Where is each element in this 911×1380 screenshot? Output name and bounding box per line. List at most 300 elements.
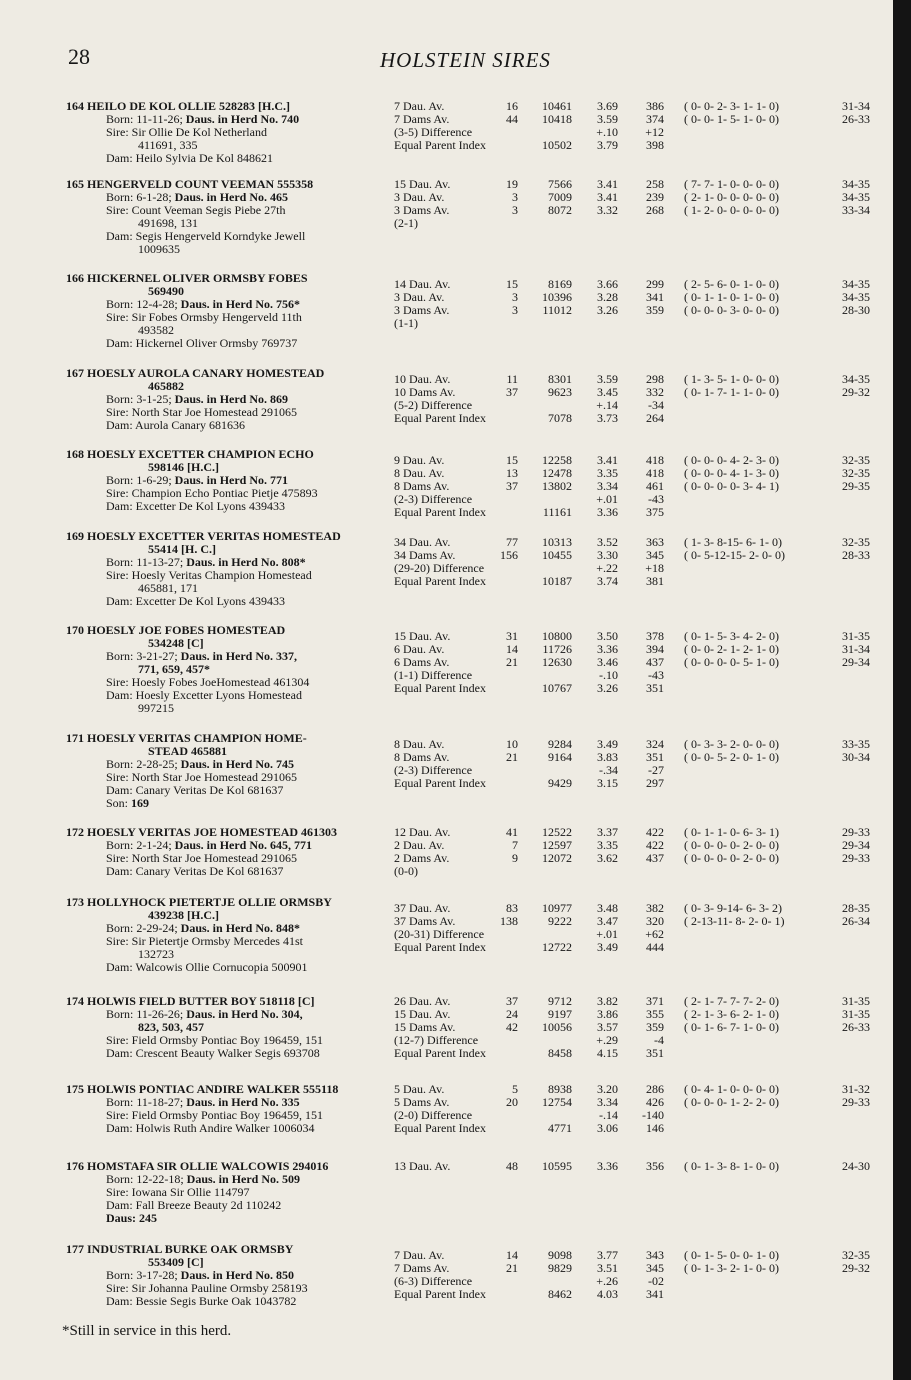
stat-distribution: ( 1- 3- 5- 1- 0- 0- 0)	[684, 372, 779, 386]
stat-label: 6 Dams Av.	[394, 655, 450, 669]
info-label: Dam:	[106, 499, 136, 513]
stat-label: Equal Parent Index	[394, 1121, 486, 1135]
stat-percent: 3.77	[597, 1248, 618, 1262]
stat-label: 6 Dau. Av.	[394, 642, 445, 656]
info-text: Hickernel Oliver Ormsby 769737	[135, 336, 298, 350]
stat-fat: 351	[646, 681, 664, 695]
stat-fat: 320	[646, 914, 664, 928]
stat-label: (20-31) Difference	[394, 927, 485, 941]
stat-milk: 8462	[548, 1287, 572, 1301]
stat-percent: 3.79	[597, 138, 618, 152]
info-bold: Daus. in Herd No. 740	[185, 112, 300, 126]
info-text: 411691, 335	[138, 138, 198, 152]
stat-distribution: ( 0- 0- 2- 1- 2- 1- 0)	[684, 642, 779, 656]
stat-fat: -4	[654, 1033, 664, 1047]
stat-distribution: ( 2- 1- 7- 7- 7- 2- 0)	[684, 994, 779, 1008]
stat-label: Equal Parent Index	[394, 138, 486, 152]
sire-info-line	[106, 569, 312, 582]
info-label: Born:	[106, 757, 137, 771]
info-text: Field Ormsby Pontiac Boy 196459, 151	[131, 1033, 324, 1047]
sire-name: 172 HOESLY VERITAS JOE HOMESTEAD 461303	[66, 825, 338, 839]
stat-milk: 12478	[542, 466, 572, 480]
info-text: 12-22-18;	[136, 1172, 187, 1186]
info-label: Sire:	[106, 568, 132, 582]
info-text: Segis Hengerveld Korndyke Jewell	[135, 229, 306, 243]
stat-count: 14	[506, 1248, 518, 1262]
stat-label: 3 Dams Av.	[394, 303, 450, 317]
stat-count: 11	[506, 372, 518, 386]
stat-count: 77	[506, 535, 518, 549]
stat-percent: +.14	[596, 398, 618, 412]
stat-percent: 3.06	[597, 1121, 618, 1135]
stat-years: 32-35	[842, 535, 870, 549]
stat-label: Equal Parent Index	[394, 940, 486, 954]
info-text: 11-26-26;	[136, 1007, 187, 1021]
stat-percent: 3.50	[597, 629, 618, 643]
info-label: Dam:	[106, 151, 136, 165]
stat-fat: 437	[646, 851, 664, 865]
stat-distribution: ( 0- 3- 9-14- 6- 3- 2)	[684, 901, 782, 915]
stat-percent: 3.83	[597, 750, 618, 764]
stat-label: 7 Dams Av.	[394, 112, 450, 126]
info-text: Champion Echo Pontiac Pietje 475893	[131, 486, 318, 500]
info-label: Sire:	[106, 934, 132, 948]
stat-fat: 356	[646, 1159, 664, 1173]
sire-registry: STEAD 465881	[148, 744, 228, 758]
stat-distribution: ( 0- 1- 5- 0- 0- 1- 0)	[684, 1248, 779, 1262]
stat-distribution: ( 0- 0- 1- 5- 1- 0- 0)	[684, 112, 779, 126]
stat-years: 29-33	[842, 825, 870, 839]
stat-percent: 3.69	[597, 99, 618, 113]
stat-percent: 3.73	[597, 411, 618, 425]
stat-milk: 12630	[542, 655, 572, 669]
info-bold: Daus. in Herd No. 335	[186, 1095, 300, 1109]
sire-name: 164 HEILO DE KOL OLLIE 528283 [H.C.]	[66, 99, 291, 113]
stat-fat: 378	[646, 629, 664, 643]
info-label: Dam:	[106, 783, 136, 797]
stat-label: Equal Parent Index	[394, 411, 486, 425]
info-bold: Daus. in Herd No. 304,	[186, 1007, 303, 1021]
stat-years: 28-35	[842, 901, 870, 915]
stat-label: 26 Dau. Av.	[394, 994, 451, 1008]
stat-label: Equal Parent Index	[394, 574, 486, 588]
sire-registry: 534248 [C]	[148, 636, 204, 650]
stat-percent: -.34	[599, 763, 618, 777]
info-text: 2-29-24;	[136, 921, 181, 935]
stat-milk: 9164	[548, 750, 572, 764]
info-bold: Daus. in Herd No. 745	[180, 757, 295, 771]
info-text: Excetter De Kol Lyons 439433	[135, 594, 285, 608]
stat-label: 15 Dams Av.	[394, 1020, 456, 1034]
stat-milk: 7566	[548, 177, 572, 191]
stat-percent: 3.48	[597, 901, 618, 915]
stat-fat: +62	[645, 927, 664, 941]
sire-name: 166 HICKERNEL OLIVER ORMSBY FOBES	[66, 271, 308, 285]
stat-percent: +.01	[596, 927, 618, 941]
info-text: Holwis Ruth Andire Walker 1006034	[135, 1121, 315, 1135]
stat-milk: 10977	[542, 901, 572, 915]
sire-info-line	[106, 311, 302, 324]
info-text: Hoesly Excetter Lyons Homestead	[135, 688, 302, 702]
info-text: 2-28-25;	[136, 757, 181, 771]
stat-fat: -27	[648, 763, 664, 777]
stat-fat: 343	[646, 1248, 664, 1262]
stat-years: 34-35	[842, 372, 870, 386]
info-text: Aurola Canary 681636	[135, 418, 245, 432]
stat-years: 31-32	[842, 1082, 870, 1096]
stat-distribution: ( 0- 0- 0- 0- 3- 4- 1)	[684, 479, 779, 493]
sire-info-line	[106, 1122, 314, 1135]
stat-fat: 422	[646, 825, 664, 839]
stat-milk: 9712	[548, 994, 572, 1008]
info-label: Dam:	[106, 960, 136, 974]
stat-fat: 345	[646, 1261, 664, 1275]
stat-count: 37	[506, 385, 518, 399]
stat-count: 24	[506, 1007, 518, 1021]
stat-fat: +12	[645, 125, 664, 139]
stat-percent: 3.46	[597, 655, 618, 669]
stat-milk: 12072	[542, 851, 572, 865]
stat-fat: 286	[646, 1082, 664, 1096]
stat-fat: -43	[648, 492, 664, 506]
stat-label: 5 Dau. Av.	[394, 1082, 445, 1096]
sire-info-line	[106, 689, 302, 702]
stat-years: 33-34	[842, 203, 870, 217]
stat-percent: +.10	[596, 125, 618, 139]
stat-label: 8 Dau. Av.	[394, 737, 445, 751]
stat-percent: 3.57	[597, 1020, 618, 1034]
stat-fat: 359	[646, 1020, 664, 1034]
sire-info-line	[106, 1295, 296, 1308]
stat-count: 20	[506, 1095, 518, 1109]
stat-distribution: ( 1- 3- 8-15- 6- 1- 0)	[684, 535, 782, 549]
stat-years: 24-30	[842, 1159, 870, 1173]
stat-label: 12 Dau. Av.	[394, 825, 451, 839]
stat-count: 10	[506, 737, 518, 751]
stat-percent: 3.45	[597, 385, 618, 399]
stat-milk: 7009	[548, 190, 572, 204]
info-text: 3-21-27;	[136, 649, 181, 663]
stat-distribution: ( 2- 1- 3- 6- 2- 1- 0)	[684, 1007, 779, 1021]
stat-fat: 298	[646, 372, 664, 386]
stat-years: 31-35	[842, 629, 870, 643]
info-text: 6-1-28;	[136, 190, 175, 204]
stat-years: 31-34	[842, 99, 870, 113]
stat-fat: 351	[646, 1046, 664, 1060]
stat-distribution: ( 0- 0- 0- 3- 0- 0- 0)	[684, 303, 779, 317]
sire-info-line	[138, 702, 174, 715]
stat-percent: 3.15	[597, 776, 618, 790]
stat-fat: 398	[646, 138, 664, 152]
sire-info-line	[106, 230, 305, 243]
stat-milk: 12722	[542, 940, 572, 954]
info-label: Dam:	[106, 594, 136, 608]
stat-label: 7 Dau. Av.	[394, 99, 445, 113]
stat-years: 30-34	[842, 750, 870, 764]
stat-label: 3 Dau. Av.	[394, 190, 445, 204]
stat-percent: 3.82	[597, 994, 618, 1008]
sire-info-line	[106, 337, 297, 350]
info-bold: Daus. in Herd No. 808*	[186, 555, 306, 569]
stat-milk: 10455	[542, 548, 572, 562]
stat-fat: 332	[646, 385, 664, 399]
stat-fat: 299	[646, 277, 664, 291]
stat-distribution: ( 0- 1- 1- 0- 1- 0- 0)	[684, 290, 779, 304]
stat-distribution: ( 0- 1- 3- 8- 1- 0- 0)	[684, 1159, 779, 1173]
stat-years: 26-33	[842, 1020, 870, 1034]
stat-count: 13	[506, 466, 518, 480]
info-label: Sire:	[106, 405, 132, 419]
stat-label: 10 Dau. Av.	[394, 372, 451, 386]
stat-percent: 3.41	[597, 453, 618, 467]
info-text: Hoesly Veritas Champion Homestead	[131, 568, 312, 582]
stat-label: (12-7) Difference	[394, 1033, 479, 1047]
info-label: Born:	[106, 921, 137, 935]
sire-info-line	[106, 1008, 303, 1021]
stat-fat: 258	[646, 177, 664, 191]
stat-count: 21	[506, 1261, 518, 1275]
stat-milk: 8072	[548, 203, 572, 217]
info-bold: 169	[131, 796, 150, 810]
stat-label: (1-1) Difference	[394, 668, 473, 682]
info-label: Born:	[106, 838, 137, 852]
info-label: Sire:	[106, 851, 132, 865]
stat-years: 32-35	[842, 453, 870, 467]
info-label: Dam:	[106, 1121, 136, 1135]
stat-fat: -02	[648, 1274, 664, 1288]
stat-years: 29-32	[842, 385, 870, 399]
info-bold: 771, 659, 457*	[138, 662, 210, 676]
stat-distribution: ( 2-13-11- 8- 2- 0- 1)	[684, 914, 785, 928]
stat-label: 3 Dau. Av.	[394, 290, 445, 304]
stat-label: 3 Dams Av.	[394, 203, 450, 217]
stat-distribution: ( 0- 0- 0- 0- 2- 0- 0)	[684, 851, 779, 865]
stat-label: (0-0)	[394, 864, 418, 878]
stat-label: 7 Dau. Av.	[394, 1248, 445, 1262]
stat-count: 31	[506, 629, 518, 643]
stat-fat: 324	[646, 737, 664, 751]
info-label: Born:	[106, 473, 137, 487]
info-bold: Daus. in Herd No. 509	[186, 1172, 301, 1186]
info-label: Sire:	[106, 770, 132, 784]
info-text: 3-1-25;	[136, 392, 175, 406]
info-label: Sire:	[106, 125, 132, 139]
stat-milk: 9284	[548, 737, 572, 751]
stat-distribution: ( 0- 0- 0- 1- 2- 2- 0)	[684, 1095, 779, 1109]
stat-percent: 3.20	[597, 1082, 618, 1096]
stat-years: 29-34	[842, 838, 870, 852]
stat-percent: -.14	[599, 1108, 618, 1122]
stat-years: 29-34	[842, 655, 870, 669]
info-text: Iowana Sir Ollie 114797	[131, 1185, 250, 1199]
info-label: Born:	[106, 649, 137, 663]
stat-distribution: ( 2- 1- 0- 0- 0- 0- 0)	[684, 190, 779, 204]
stat-percent: 3.86	[597, 1007, 618, 1021]
stat-label: 37 Dams Av.	[394, 914, 456, 928]
stat-milk: 10418	[542, 112, 572, 126]
sire-registry: 569490	[148, 284, 184, 298]
info-label: Dam:	[106, 1198, 136, 1212]
stat-label: 2 Dau. Av.	[394, 838, 445, 852]
stat-label: (2-3) Difference	[394, 763, 473, 777]
stat-percent: 3.34	[597, 1095, 618, 1109]
stat-label: Equal Parent Index	[394, 776, 486, 790]
stat-fat: 418	[646, 466, 664, 480]
stat-years: 34-35	[842, 177, 870, 191]
info-text: Hoesly Fobes JoeHomestead 461304	[131, 675, 310, 689]
info-label: Dam:	[106, 864, 136, 878]
stat-milk: 12597	[542, 838, 572, 852]
stat-milk: 10056	[542, 1020, 572, 1034]
stat-years: 28-33	[842, 548, 870, 562]
stat-fat: 375	[646, 505, 664, 519]
stat-count: 44	[506, 112, 518, 126]
stat-label: Equal Parent Index	[394, 505, 486, 519]
sire-info-line	[106, 865, 283, 878]
stat-milk: 11726	[542, 642, 572, 656]
stat-fat: 461	[646, 479, 664, 493]
stat-percent: 3.41	[597, 177, 618, 191]
info-text: 12-4-28;	[136, 297, 181, 311]
info-label: Sire:	[106, 1033, 132, 1047]
stat-distribution: ( 0- 1- 1- 0- 6- 3- 1)	[684, 825, 779, 839]
sire-name: 177 INDUSTRIAL BURKE OAK ORMSBY	[66, 1242, 294, 1256]
stat-label: (2-1)	[394, 216, 418, 230]
stat-percent: 3.26	[597, 681, 618, 695]
stat-milk: 8938	[548, 1082, 572, 1096]
sire-registry: 598146 [H.C.]	[148, 460, 219, 474]
stat-years: 29-35	[842, 479, 870, 493]
stat-label: Equal Parent Index	[394, 1046, 486, 1060]
info-text: North Star Joe Homestead 291065	[131, 770, 297, 784]
info-label: Born:	[106, 1172, 137, 1186]
info-label: Born:	[106, 112, 137, 126]
stat-count: 19	[506, 177, 518, 191]
sire-name: 168 HOESLY EXCETTER CHAMPION ECHO	[66, 447, 314, 461]
stat-percent: 3.62	[597, 851, 618, 865]
info-label: Born:	[106, 392, 137, 406]
stat-years: 26-34	[842, 914, 870, 928]
stat-distribution: ( 0- 0- 0- 4- 2- 3- 0)	[684, 453, 779, 467]
stat-count: 3	[512, 203, 518, 217]
info-text: Canary Veritas De Kol 681637	[135, 783, 284, 797]
stat-fat: 363	[646, 535, 664, 549]
stat-fat: -34	[648, 398, 664, 412]
stat-percent: +.26	[596, 1274, 618, 1288]
stat-label: (29-20) Difference	[394, 561, 485, 575]
stat-years: 29-33	[842, 851, 870, 865]
stat-milk: 10502	[542, 138, 572, 152]
stat-distribution: ( 0- 1- 3- 2- 1- 0- 0)	[684, 1261, 779, 1275]
stat-count: 156	[500, 548, 518, 562]
stat-years: 34-35	[842, 290, 870, 304]
stat-percent: 4.15	[597, 1046, 618, 1060]
stat-percent: 3.59	[597, 112, 618, 126]
stat-distribution: ( 0- 0- 0- 0- 5- 1- 0)	[684, 655, 779, 669]
stat-milk: 13802	[542, 479, 572, 493]
info-label: Sire:	[106, 1185, 132, 1199]
info-text: 11-11-26;	[136, 112, 186, 126]
info-text: 11-18-27;	[136, 1095, 187, 1109]
stat-fat: 341	[646, 1287, 664, 1301]
sire-info-line	[106, 961, 307, 974]
stat-milk: 12258	[542, 453, 572, 467]
stat-label: 2 Dams Av.	[394, 851, 450, 865]
info-text: 2-1-24;	[136, 838, 175, 852]
stat-count: 3	[512, 303, 518, 317]
info-label: Sire:	[106, 1108, 132, 1122]
stat-label: (2-0) Difference	[394, 1108, 473, 1122]
info-text: North Star Joe Homestead 291065	[131, 405, 297, 419]
stat-label: 5 Dams Av.	[394, 1095, 450, 1109]
stat-milk: 9197	[548, 1007, 572, 1021]
sire-name: 176 HOMSTAFA SIR OLLIE WALCOWIS 294016	[66, 1159, 329, 1173]
info-label: Born:	[106, 555, 137, 569]
stat-distribution: ( 0- 3- 3- 2- 0- 0- 0)	[684, 737, 779, 751]
stat-milk: 10595	[542, 1159, 572, 1173]
stat-years: 34-35	[842, 190, 870, 204]
info-bold: Daus: 245	[106, 1211, 158, 1225]
info-text: Crescent Beauty Walker Segis 693708	[135, 1046, 320, 1060]
info-label: Son:	[106, 796, 132, 810]
stat-years: 28-30	[842, 303, 870, 317]
stat-milk: 12522	[542, 825, 572, 839]
info-text: Sir Pietertje Ormsby Mercedes 41st	[131, 934, 303, 948]
sire-name: 174 HOLWIS FIELD BUTTER BOY 518118 [C]	[66, 994, 315, 1008]
stat-milk: 8301	[548, 372, 572, 386]
info-label: Dam:	[106, 418, 135, 432]
stat-fat: 146	[646, 1121, 664, 1135]
info-label: Dam:	[106, 1294, 136, 1308]
stat-label: 8 Dams Av.	[394, 479, 450, 493]
stat-percent: 3.52	[597, 535, 618, 549]
stat-label: Equal Parent Index	[394, 1287, 486, 1301]
stat-fat: 381	[646, 574, 664, 588]
stat-label: 34 Dams Av.	[394, 548, 456, 562]
stat-years: 31-35	[842, 1007, 870, 1021]
info-label: Born:	[106, 1007, 137, 1021]
stat-distribution: ( 1- 2- 0- 0- 0- 0- 0)	[684, 203, 779, 217]
stat-milk: 9098	[548, 1248, 572, 1262]
page-number: 28	[68, 44, 90, 69]
sire-info-line	[106, 595, 285, 608]
stat-years: 26-33	[842, 112, 870, 126]
stat-label: 13 Dau. Av.	[394, 1159, 451, 1173]
info-bold: Daus. in Herd No. 337,	[180, 649, 298, 663]
sire-info-line	[106, 797, 149, 810]
stat-fat: 359	[646, 303, 664, 317]
sire-info-line	[106, 419, 245, 432]
stat-count: 3	[512, 290, 518, 304]
stat-milk: 10800	[542, 629, 572, 643]
stat-fat: 268	[646, 203, 664, 217]
info-bold: Daus. in Herd No. 850	[180, 1268, 295, 1282]
stat-label: 15 Dau. Av.	[394, 629, 451, 643]
stat-fat: 386	[646, 99, 664, 113]
info-text: Canary Veritas De Kol 681637	[135, 864, 284, 878]
stat-milk: 11012	[542, 303, 572, 317]
sire-info-line	[106, 1047, 320, 1060]
stat-distribution: ( 0- 4- 1- 0- 0- 0- 0)	[684, 1082, 779, 1096]
stat-milk: 10767	[542, 681, 572, 695]
stat-percent: 4.03	[597, 1287, 618, 1301]
sire-name: 167 HOESLY AUROLA CANARY HOMESTEAD	[66, 366, 325, 380]
sire-registry: 553409 [C]	[148, 1255, 204, 1269]
stat-years: 32-35	[842, 466, 870, 480]
info-label: Sire:	[106, 1281, 132, 1295]
stat-milk: 8458	[548, 1046, 572, 1060]
stat-count: 16	[506, 99, 518, 113]
